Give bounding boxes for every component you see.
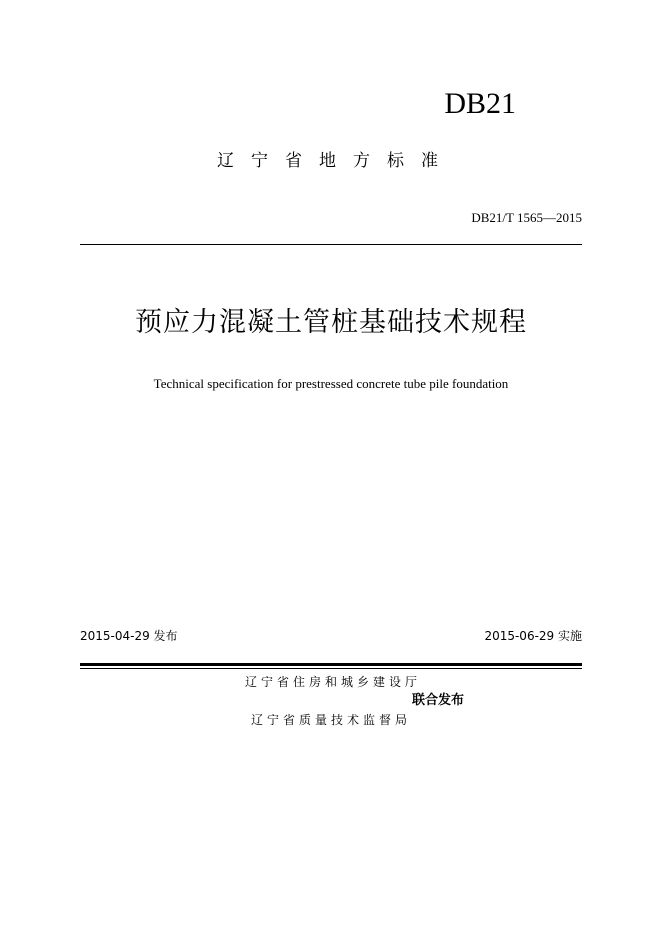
document-title-english: Technical specification for prestressed concrete tube pile foundation [153,376,509,391]
bottom-divider-thin [80,668,582,669]
standard-level-title: 辽宁省地方标准 [217,151,455,171]
issue-date: 2015-04-29 发布 [80,629,178,643]
joint-issue-label: 联合发布 [412,693,465,708]
issuer-quality-bureau: 辽宁省质量技术监督局 [251,713,412,727]
implementation-date: 2015-06-29 实施 [484,629,582,643]
document-title-chinese: 预应力混凝土管桩基础技术规程 [135,307,527,338]
top-divider [80,244,582,245]
bottom-divider-thick [80,663,582,666]
issuer-housing-department: 辽宁省住房和城乡建设厅 [245,675,422,689]
standard-number: DB21/T 1565—2015 [471,210,582,225]
standard-code: DB21 [444,87,516,120]
